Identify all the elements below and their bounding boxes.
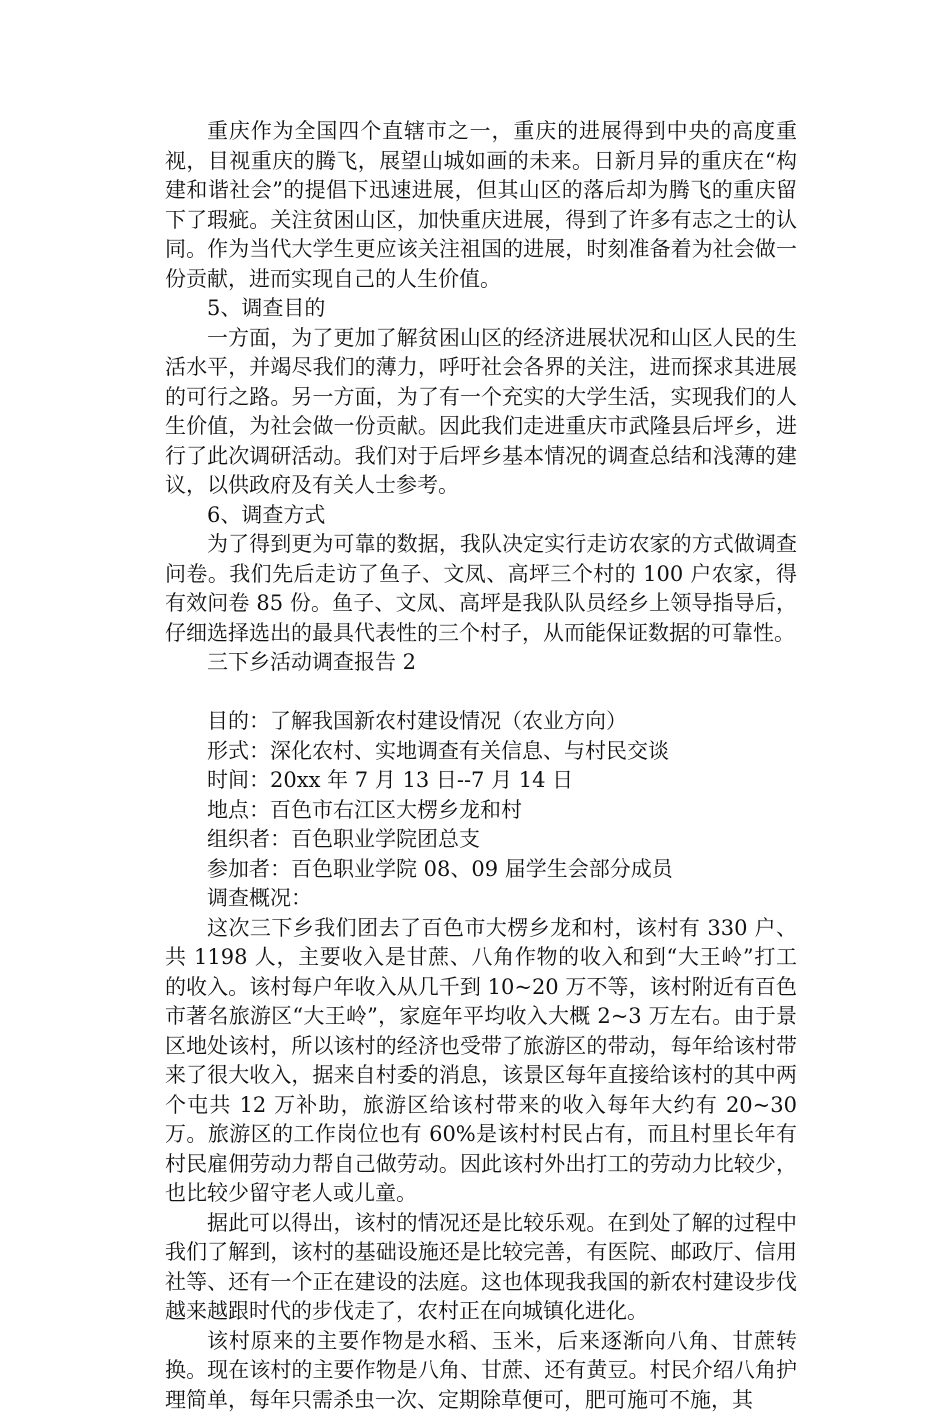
paragraph-chongqing: 重庆作为全国四个直辖市之一，重庆的进展得到中央的高度重视，目视重庆的腾飞，展望山城如画的未来。日新月异的重庆在“构建和谐社会”的提倡下迅速进展，但其山区的落后却为腾飞的重庆留下了瑕疵。关注贫困山区，加快重庆进展，得到了许多有志之士的认同。作为当代大学生更应该关注祖国的进展，时刻准备着为社会做一份贡献，进而实现自己的人生价值。	[165, 117, 797, 294]
heading-survey-purpose: 5、调查目的	[165, 294, 797, 324]
info-time: 时间：20xx 年 7 月 13 日--7 月 14 日	[165, 766, 797, 796]
info-purpose: 目的：了解我国新农村建设情况（农业方向）	[165, 707, 797, 737]
paragraph-conclusion: 据此可以得出，该村的情况还是比较乐观。在到处了解的过程中我们了解到，该村的基础设施还是比较完善，有医院、邮政厅、信用社等、还有一个正在建设的法庭。这也体现我我国的新农村建设步伐越来越跟时代的步伐走了，农村正在向城镇化进化。	[165, 1209, 797, 1327]
paragraph-crops: 该村原来的主要作物是水稻、玉米，后来逐渐向八角、甘蔗转换。现在该村的主要作物是八角、甘蔗、还有黄豆。村民介绍八角护理简单，每年只需杀虫一次、定期除草便可，肥可施可不施，其	[165, 1327, 797, 1415]
info-form: 形式：深化农村、实地调查有关信息、与村民交谈	[165, 737, 797, 767]
info-organizer: 组织者：百色职业学院团总支	[165, 825, 797, 855]
report-title: 三下乡活动调查报告 2	[165, 648, 797, 678]
info-place: 地点：百色市右江区大楞乡龙和村	[165, 796, 797, 826]
paragraph-survey-purpose: 一方面，为了更加了解贫困山区的经济进展状况和山区人民的生活水平，并竭尽我们的薄力，呼吁社会各界的关注，进而探求其进展的可行之路。另一方面，为了有一个充实的大学生活，实现我们的人生价值，为社会做一份贡献。因此我们走进重庆市武隆县后坪乡，进行了此次调研活动。我们对于后坪乡基本情况的调查总结和浅薄的建议，以供政府及有关人士参考。	[165, 324, 797, 501]
paragraph-survey-method: 为了得到更为可靠的数据，我队决定实行走访农家的方式做调查问卷。我们先后走访了鱼子、文凤、高坪三个村的 100 户农家，得有效问卷 85 份。鱼子、文凤、高坪是我队队员经乡上领导指导后，仔细选择选出的最具代表性的三个村子，从而能保证数据的可靠性。	[165, 530, 797, 648]
blank-line	[165, 678, 797, 708]
info-overview-label: 调查概况：	[165, 884, 797, 914]
info-participants: 参加者：百色职业学院 08、09 届学生会部分成员	[165, 855, 797, 885]
document-body	[165, 117, 797, 1415]
heading-survey-method: 6、调查方式	[165, 501, 797, 531]
paragraph-overview: 这次三下乡我们团去了百色市大楞乡龙和村，该村有 330 户、共 1198 人，主要收入是甘蔗、八角作物的收入和到“大王岭”打工的收入。该村每户年收入从几千到 10~20 万不等，该村附近有百色市著名旅游区“大王岭”，家庭年平均收入大概 2~3 万左右。由于景区地处该村，所以该村的经济也受带了旅游区的带动，每年给该村带来了很大收入，据来自村委的消息，该景区每年直接给该村的其中两个屯共 12 万补助，旅游区给该村带来的收入每年大约有 20~30 万。旅游区的工作岗位也有 60%是该村村民占有，而且村里长年有村民雇佣劳动力帮自己做劳动。因此该村外出打工的劳动力比较少，也比较少留守老人或儿童。	[165, 914, 797, 1209]
